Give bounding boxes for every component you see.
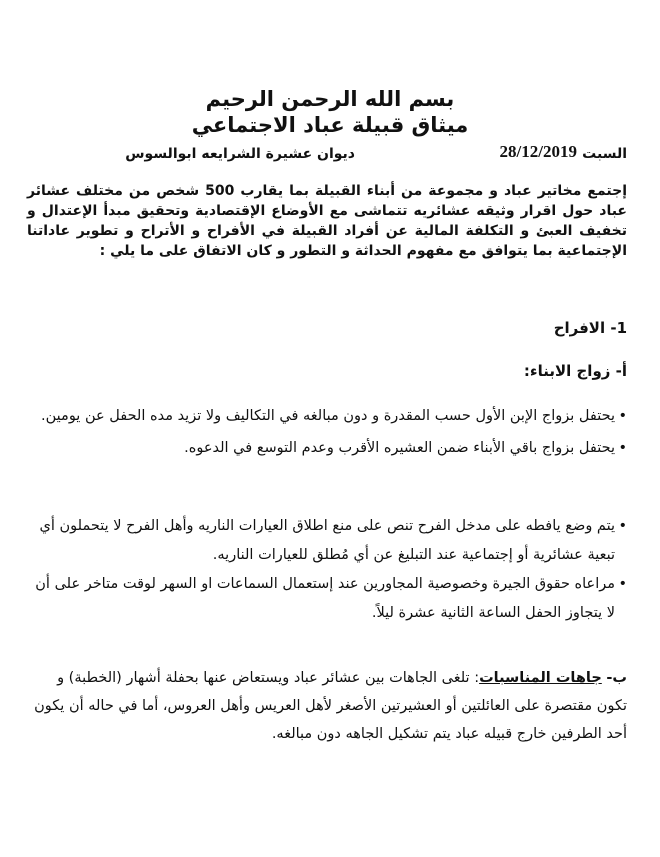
subsection-heading-sons-marriage: أ- زواج الابناء:: [523, 362, 627, 380]
section-b-prefix: ب-: [606, 670, 627, 686]
section-b-heading: جاهات المناسبات: [479, 670, 602, 686]
section-b-paragraph: [27, 664, 627, 748]
meeting-place: ديوان عشيرة الشرايعه ابوالسوس: [125, 146, 355, 162]
section-b-body: تلغى الجاهات بين عشائر عباد ويستعاض عنها بحفلة أشهار (الخطبة) و تكون مقتصرة على العائلتين أو العشيرتين الأصغر لأهل العريس وأهل العروس، أما في حاله أن يكون أحد الطرفين خارج قبيله عباد يتم تشكيل الجاهه دون مبالغه.: [34, 670, 627, 742]
intro-paragraph: إجتمع مخاتير عباد و مجموعة من أبناء القبيلة بما يقارب 500 شخص من مختلف عشائر عباد حول اقرار وثيقه عشائريه تتماشى مع الأوضاع الإقتصادية وتحقيق مبدأ الإعتدال و تخفيف العبئ و التكلفة المالية عن أفراد القبيلة في الأفراح و الأتراح و تطوير عاداتنا الإجتماعية بما يتوافق مع مفهوم الحداثة و التطور و كان الاتفاق على ما يلي :: [27, 183, 627, 259]
date-line: [40, 143, 627, 165]
section-heading-weddings: 1- الافراح: [553, 319, 627, 337]
list-item: • يتم وضع يافطه على مدخل الفرح تنص على منع اطلاق العيارات الناريه وأهل الفرح لا يتحملون أي تبعية عشائرية أو إجتماعية عند التبليغ عن أي مُطلق للعيارات الناريه.: [27, 512, 627, 570]
list-item: • يحتفل بزواج الإبن الأول حسب المقدرة و دون مبالغه في التكاليف ولا تزيد مده الحفل عن يومين.: [27, 402, 627, 430]
list-item: • يحتفل بزواج باقي الأبناء ضمن العشيره الأقرب وعدم التوسع في الدعوه.: [27, 434, 627, 462]
section-b-colon: :: [474, 670, 480, 686]
day-label: السبت: [582, 146, 627, 162]
document-title: ميثاق قبيلة عباد الاجتماعي: [191, 113, 469, 137]
bullet-list-celebration-rules: [27, 512, 627, 628]
date-value: 28/12/2019: [499, 142, 577, 161]
bullet-list-marriage: [27, 402, 627, 466]
basmala-heading: بسم الله الرحمن الرحيم: [205, 87, 455, 111]
list-item: • مراعاه حقوق الجيرة وخصوصية المجاورين عند إستعمال السماعات او السهر لوقت متاخر على أن لا يتجاوز الحفل الساعة الثانية عشرة ليلاً.: [27, 570, 627, 628]
